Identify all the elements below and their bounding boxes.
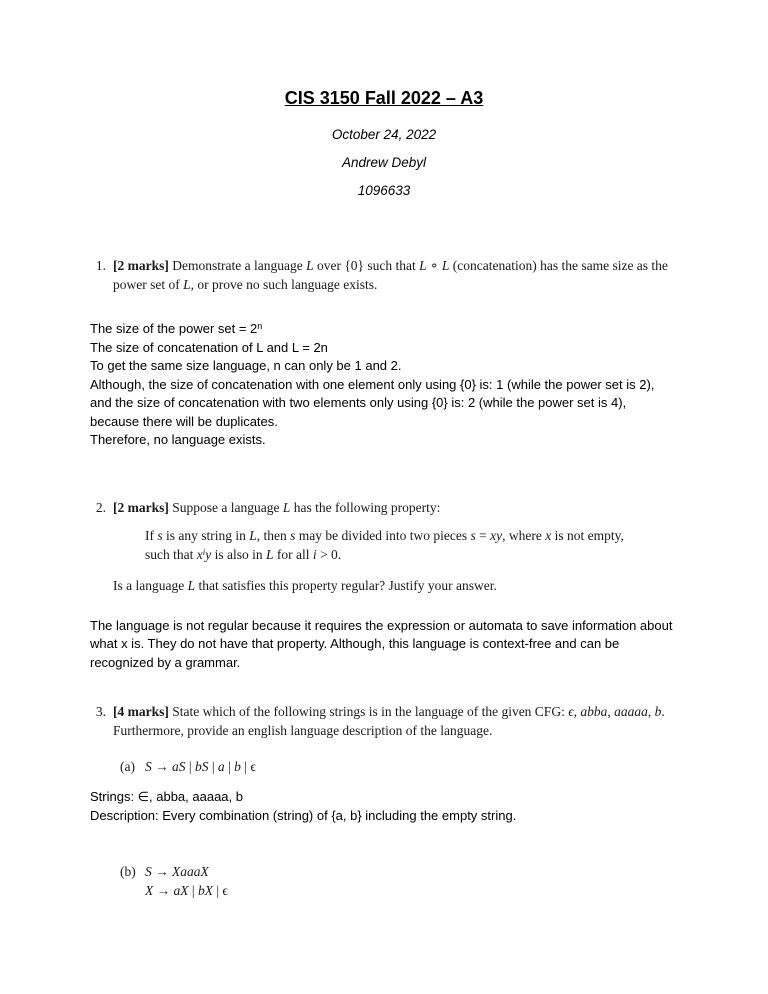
answer-1-line: To get the same size language, n can only be 1 and 2. — [90, 358, 402, 373]
answer-3a-strings-line: Strings: ∈, abba, aaaaa, b — [90, 789, 243, 804]
document-body — [0, 256, 768, 900]
part-b-rule-1: S → XaaaX — [145, 864, 209, 879]
question-3 — [90, 702, 678, 740]
question-2-number: 2. — [95, 499, 106, 515]
answer-1-line: Therefore, no language exists. — [90, 432, 266, 447]
question-3-part-a — [120, 757, 678, 776]
answer-2 — [90, 617, 678, 673]
answer-1-line: The size of the power set = $2^n$ — [90, 321, 263, 336]
answer-1 — [90, 320, 678, 450]
doc-date: October 24, 2022 — [331, 127, 437, 142]
question-2-property: If s is any string in L, then s may be divided into two pieces s = xy, where x is not empty, such that $x^iy$ is also in L for all i > 0. — [145, 527, 624, 562]
part-b-rule-2: X → aX | bX | ϵ — [145, 883, 228, 898]
question-2-prompt: [2 marks] Suppose a language L has the following property: — [113, 499, 441, 515]
answer-3a-description-line: Description: Every combination (string) of {a, b} including the empty string. — [90, 807, 517, 823]
page-title: CIS 3150 Fall 2022 – A3 — [284, 88, 484, 108]
question-3-number: 3. — [95, 704, 106, 719]
doc-student-id: 1096633 — [357, 183, 411, 198]
part-b-label: (b) — [120, 864, 136, 879]
question-2 — [90, 498, 678, 517]
question-2-question-line: Is a language L that satisfies this property regular? Justify your answer. — [113, 577, 497, 593]
answer-1-paragraph: Although, the size of concatenation with one element only using {0} is: 1 (while the power set is 2), and the size of concatenation with two elements only using {0} is: 2 (while the power set is 4), because there will be duplicates. — [90, 376, 655, 429]
part-a-grammar-rule: S → aS | bS | a | b | ϵ — [145, 759, 256, 774]
question-3-part-b — [120, 862, 678, 900]
answer-2-paragraph: The language is not regular because it requires the expression or automata to save information about what x is. They do not have that property. Although, this language is context-free and can be recognized by a grammar. — [90, 617, 673, 670]
doc-author: Andrew Debyl — [341, 155, 427, 170]
question-1 — [90, 256, 678, 294]
question-1-prompt: [2 marks] Demonstrate a language L over {0} such that L ∘ L (concatenation) has the same size as the power set of L, or prove no such language exists. — [113, 258, 668, 292]
part-a-label: (a) — [120, 759, 135, 774]
answer-1-line: The size of concatenation of L and L = 2n — [90, 339, 328, 355]
question-1-number: 1. — [95, 258, 106, 273]
part-b-grammar — [145, 862, 228, 900]
question-3-prompt: [4 marks] State which of the following strings is in the language of the given CFG: ϵ, abba, aaaaa, b. Furthermore, provide an english language description of the language. — [113, 704, 665, 738]
answer-3a — [90, 788, 678, 825]
